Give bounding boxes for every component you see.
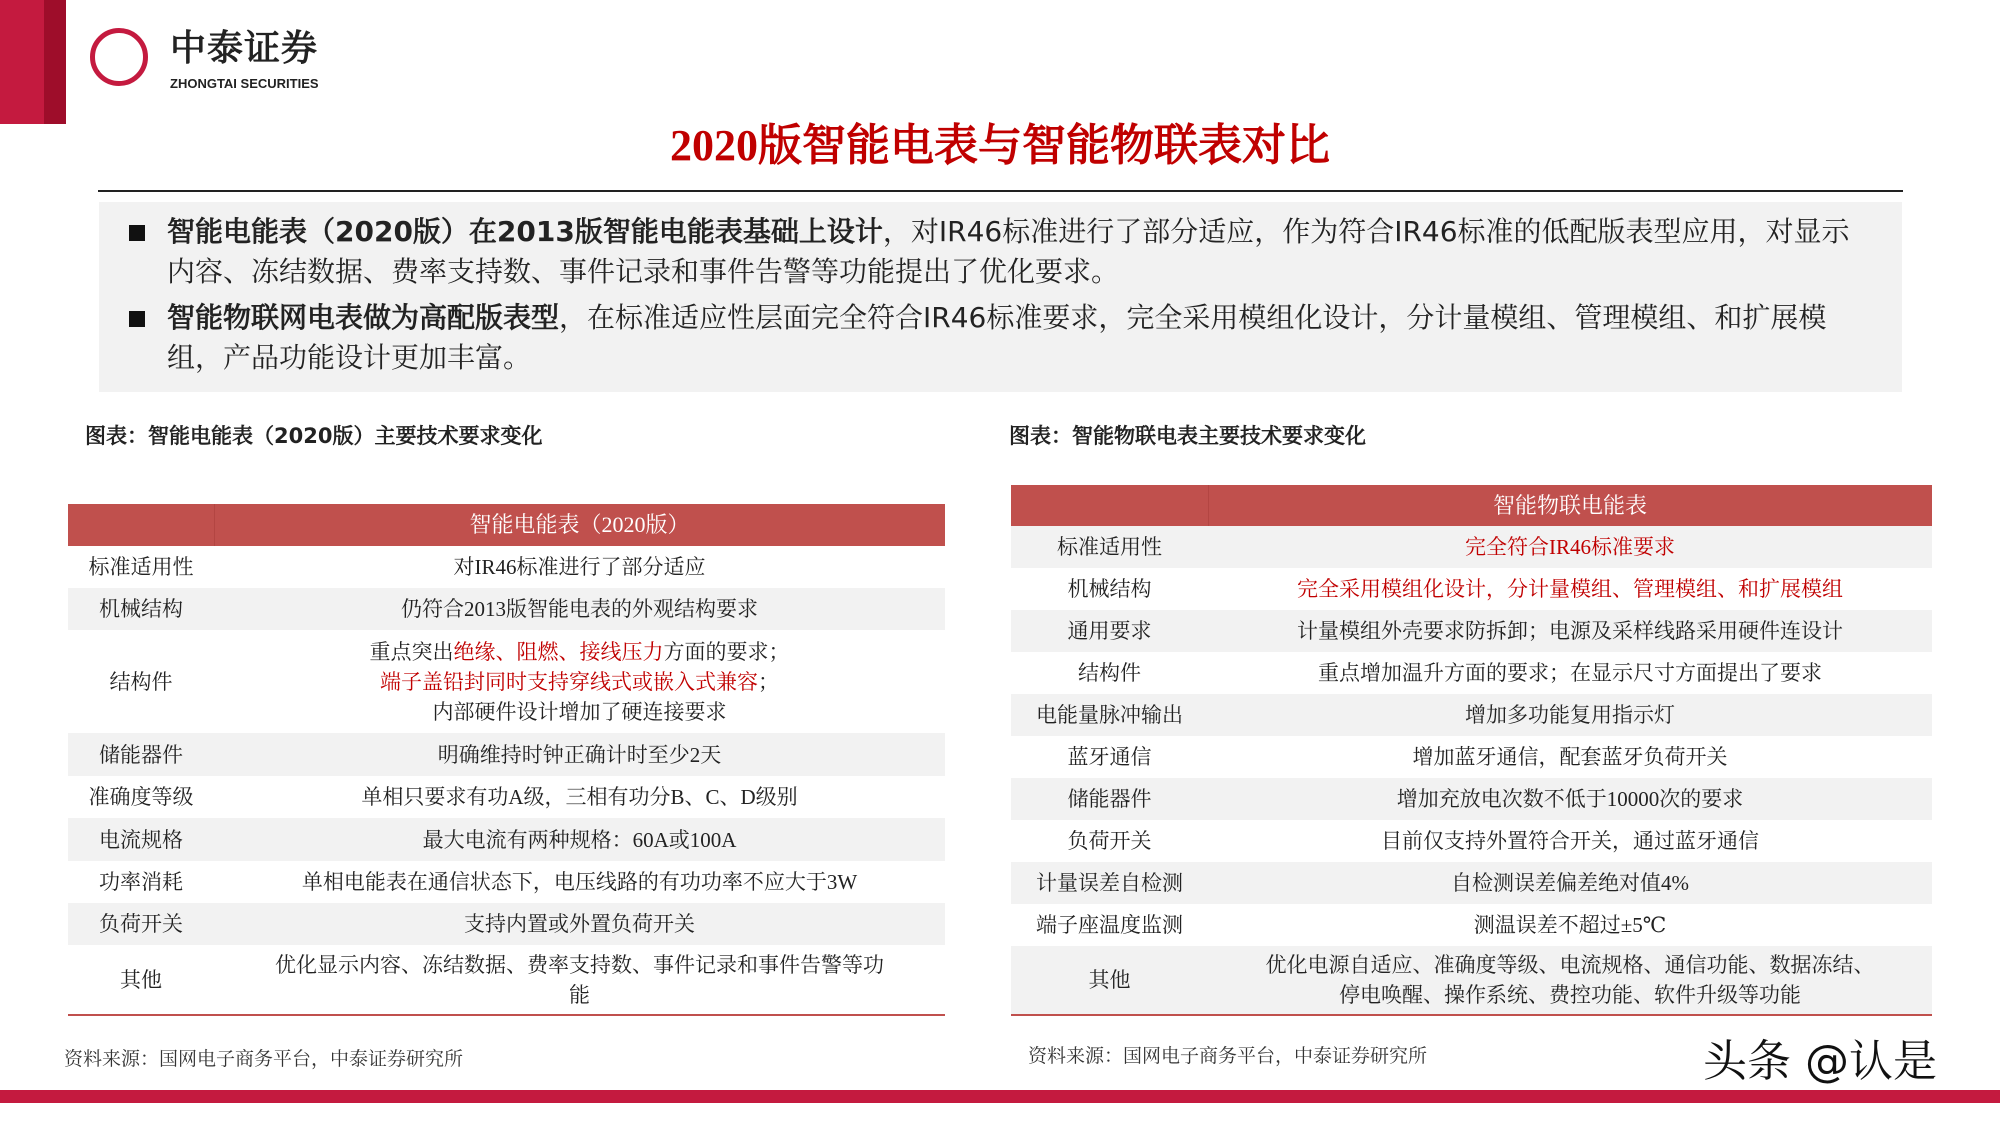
bullet-bold: 智能物联网电表做为高配版表型 bbox=[167, 301, 560, 334]
value-line bbox=[214, 552, 945, 582]
value-text: 单相电能表在通信状态下，电压线路的有功功率不应大于3W bbox=[301, 870, 858, 894]
header-title: 智能电能表（2020版） bbox=[469, 512, 690, 537]
logo-icon bbox=[90, 28, 148, 86]
value-line bbox=[214, 782, 945, 812]
value-text: 自检测误差偏差绝对值4% bbox=[1451, 871, 1689, 895]
value-text: 重点增加温升方面的要求；在显示尺寸方面提出了要求 bbox=[1318, 661, 1822, 685]
value-text: 仍符合2013版智能电表的外观结构要求 bbox=[401, 597, 758, 621]
row-value bbox=[1208, 742, 1932, 772]
bullet-bold: 智能电能表（2020版）在2013版智能电能表基础上设计 bbox=[167, 215, 883, 248]
value-line bbox=[1208, 826, 1932, 856]
table-row bbox=[1011, 904, 1932, 946]
row-label: 功率消耗 bbox=[99, 870, 183, 894]
left-figure-caption: 图表：智能电能表（2020版）主要技术要求变化 bbox=[85, 424, 543, 448]
value-text: 明确维持时钟正确计时至少2天 bbox=[437, 742, 722, 767]
value-line bbox=[1208, 980, 1932, 1010]
value-text: 增加充放电次数不低于10000次的要求 bbox=[1396, 787, 1744, 811]
header-title: 智能物联电能表 bbox=[1492, 492, 1647, 518]
row-value bbox=[1208, 532, 1932, 562]
value-text: 支持内置或外置负荷开关 bbox=[464, 912, 695, 936]
table-bottom-rule bbox=[1011, 1014, 1932, 1016]
row-value bbox=[1208, 950, 1932, 1010]
value-text: 测温误差不超过±5℃ bbox=[1473, 913, 1667, 937]
value-line bbox=[1208, 574, 1932, 604]
value-line bbox=[214, 950, 945, 980]
value-line bbox=[214, 909, 945, 939]
page-title: 2020版智能电表与智能物联表对比 bbox=[670, 121, 1330, 170]
value-line bbox=[1208, 784, 1932, 814]
row-label: 电流规格 bbox=[99, 827, 183, 852]
value-line bbox=[1208, 742, 1932, 772]
row-label: 标准适用性 bbox=[1057, 535, 1162, 559]
table-row bbox=[1011, 694, 1932, 736]
table-row bbox=[68, 630, 945, 733]
table-row bbox=[1011, 568, 1932, 610]
table-row bbox=[68, 861, 945, 903]
row-label: 标准适用性 bbox=[88, 555, 194, 579]
bullet-item bbox=[129, 298, 1869, 378]
summary-box bbox=[99, 202, 1902, 392]
logo-subtext: ZHONGTAI SECURITIES bbox=[170, 76, 319, 91]
bullet-item bbox=[129, 212, 1869, 292]
row-label: 结构件 bbox=[109, 669, 173, 694]
row-value bbox=[1208, 700, 1932, 730]
value-line bbox=[1208, 910, 1932, 940]
row-value bbox=[1208, 616, 1932, 646]
highlight-text: 端子盖铅封同时支持穿线式或嵌入式兼容 bbox=[380, 669, 758, 694]
highlight-text: 完全采用模组化设计，分计量模组、管理模组、和扩展模组 bbox=[1297, 577, 1843, 601]
table-row bbox=[1011, 946, 1932, 1014]
row-value bbox=[1208, 868, 1932, 898]
value-text: 内部硬件设计增加了硬连接要求 bbox=[432, 699, 727, 724]
row-value bbox=[214, 867, 945, 897]
value-line bbox=[214, 867, 945, 897]
table-row bbox=[1011, 736, 1932, 778]
bullet-text: ，在标准适应性层面完全符合IR46标准要求，完全采用模组化设计，分计量模组、管理模组、和扩展模组，产品功能设计更加丰富。 bbox=[167, 301, 1827, 374]
value-text: ； bbox=[758, 669, 779, 694]
row-label: 机械结构 bbox=[1067, 577, 1152, 601]
table-row bbox=[1011, 862, 1932, 904]
table-row bbox=[68, 818, 945, 861]
row-value bbox=[214, 552, 945, 582]
value-line bbox=[214, 740, 945, 770]
table-bottom-rule bbox=[68, 1014, 945, 1016]
row-label: 通用要求 bbox=[1067, 619, 1152, 643]
row-value bbox=[214, 950, 945, 1010]
header-label-cell bbox=[68, 504, 215, 546]
table-row bbox=[1011, 610, 1932, 652]
brand-bar-dark bbox=[44, 0, 66, 124]
row-label: 机械结构 bbox=[99, 597, 183, 621]
row-label: 蓝牙通信 bbox=[1067, 745, 1152, 769]
value-text: 增加蓝牙通信，配套蓝牙负荷开关 bbox=[1412, 745, 1728, 769]
row-value bbox=[214, 909, 945, 939]
header-label-cell bbox=[1011, 485, 1209, 526]
row-label: 电能量脉冲输出 bbox=[1036, 703, 1183, 727]
table-row bbox=[68, 733, 945, 776]
value-line bbox=[214, 637, 945, 667]
table-row bbox=[68, 945, 945, 1014]
bullet-text: ，对IR46标准进行了部分适应，作为符合IR46标准的低配版表型应用，对显示内容、冻结数据、费率支持数、事件记录和事件告警等功能提出了优化要求。 bbox=[167, 215, 1850, 288]
table-row bbox=[68, 588, 945, 630]
watermark: 头条 @认是 bbox=[1703, 1036, 1937, 1087]
value-line bbox=[1208, 616, 1932, 646]
table-row bbox=[1011, 652, 1932, 694]
value-text: 计量模组外壳要求防拆卸；电源及采样线路采用硬件连设计 bbox=[1297, 619, 1843, 643]
value-text: 最大电流有两种规格：60A或100A bbox=[422, 827, 737, 852]
right-source-note: 资料来源：国网电子商务平台，中泰证券研究所 bbox=[1028, 1045, 1428, 1067]
value-text: 对IR46标准进行了部分适应 bbox=[453, 555, 706, 579]
divider bbox=[98, 190, 1903, 192]
bullet-square-icon bbox=[129, 311, 145, 327]
highlight-text: 绝缘、阻燃、接线压力 bbox=[453, 639, 664, 664]
footer-bar bbox=[0, 1090, 2000, 1103]
row-value bbox=[1208, 910, 1932, 940]
row-value bbox=[214, 825, 945, 855]
row-label: 计量误差自检测 bbox=[1036, 871, 1183, 895]
row-value bbox=[1208, 658, 1932, 688]
value-text: 优化显示内容、冻结数据、费率支持数、事件记录和事件告警等功 bbox=[275, 952, 884, 977]
table-row bbox=[1011, 778, 1932, 820]
row-label: 负荷开关 bbox=[99, 912, 183, 936]
row-value bbox=[214, 782, 945, 812]
value-line bbox=[1208, 950, 1932, 980]
bullet-square-icon bbox=[129, 225, 145, 241]
row-value bbox=[1208, 826, 1932, 856]
table-row bbox=[68, 903, 945, 945]
row-value bbox=[214, 594, 945, 624]
value-line bbox=[214, 667, 945, 697]
left-source-note: 资料来源：国网电子商务平台，中泰证券研究所 bbox=[64, 1048, 464, 1070]
row-label: 其他 bbox=[120, 967, 162, 992]
row-label: 端子座温度监测 bbox=[1036, 913, 1183, 937]
row-label: 储能器件 bbox=[99, 742, 183, 767]
value-line bbox=[214, 980, 945, 1010]
logo-text: 中泰证券 bbox=[170, 28, 319, 69]
value-line bbox=[214, 594, 945, 624]
value-line bbox=[1208, 658, 1932, 688]
value-text: 能 bbox=[569, 982, 590, 1007]
value-text: 重点突出 bbox=[369, 639, 454, 664]
value-text: 增加多功能复用指示灯 bbox=[1465, 703, 1675, 727]
row-value bbox=[214, 637, 945, 727]
table-row bbox=[68, 546, 945, 588]
value-text: 单相只要求有功A级，三相有功分B、C、D级别 bbox=[361, 785, 798, 809]
table-row bbox=[1011, 820, 1932, 862]
value-text: 方面的要求； bbox=[663, 639, 790, 664]
row-value bbox=[1208, 784, 1932, 814]
value-line bbox=[1208, 868, 1932, 898]
value-line bbox=[214, 697, 945, 727]
row-value bbox=[214, 740, 945, 770]
highlight-text: 完全符合IR46标准要求 bbox=[1465, 535, 1675, 559]
table-header bbox=[1011, 485, 1932, 526]
row-label: 其他 bbox=[1088, 968, 1131, 992]
right-figure-caption: 图表：智能物联电表主要技术要求变化 bbox=[1009, 424, 1366, 448]
row-label: 储能器件 bbox=[1067, 787, 1152, 811]
value-text: 优化电源自适应、准确度等级、电流规格、通信功能、数据冻结、 bbox=[1265, 953, 1875, 977]
row-label: 准确度等级 bbox=[88, 785, 194, 809]
value-line bbox=[214, 825, 945, 855]
value-text: 停电唤醒、操作系统、费控功能、软件升级等功能 bbox=[1339, 983, 1801, 1007]
brand-bar bbox=[0, 0, 44, 124]
row-value bbox=[1208, 574, 1932, 604]
row-label: 结构件 bbox=[1078, 661, 1141, 685]
value-line bbox=[1208, 700, 1932, 730]
value-text: 目前仅支持外置符合开关，通过蓝牙通信 bbox=[1381, 829, 1759, 853]
table-row bbox=[1011, 526, 1932, 568]
table-header bbox=[68, 504, 945, 546]
table-row bbox=[68, 776, 945, 818]
value-line bbox=[1208, 532, 1932, 562]
row-label: 负荷开关 bbox=[1067, 829, 1152, 853]
